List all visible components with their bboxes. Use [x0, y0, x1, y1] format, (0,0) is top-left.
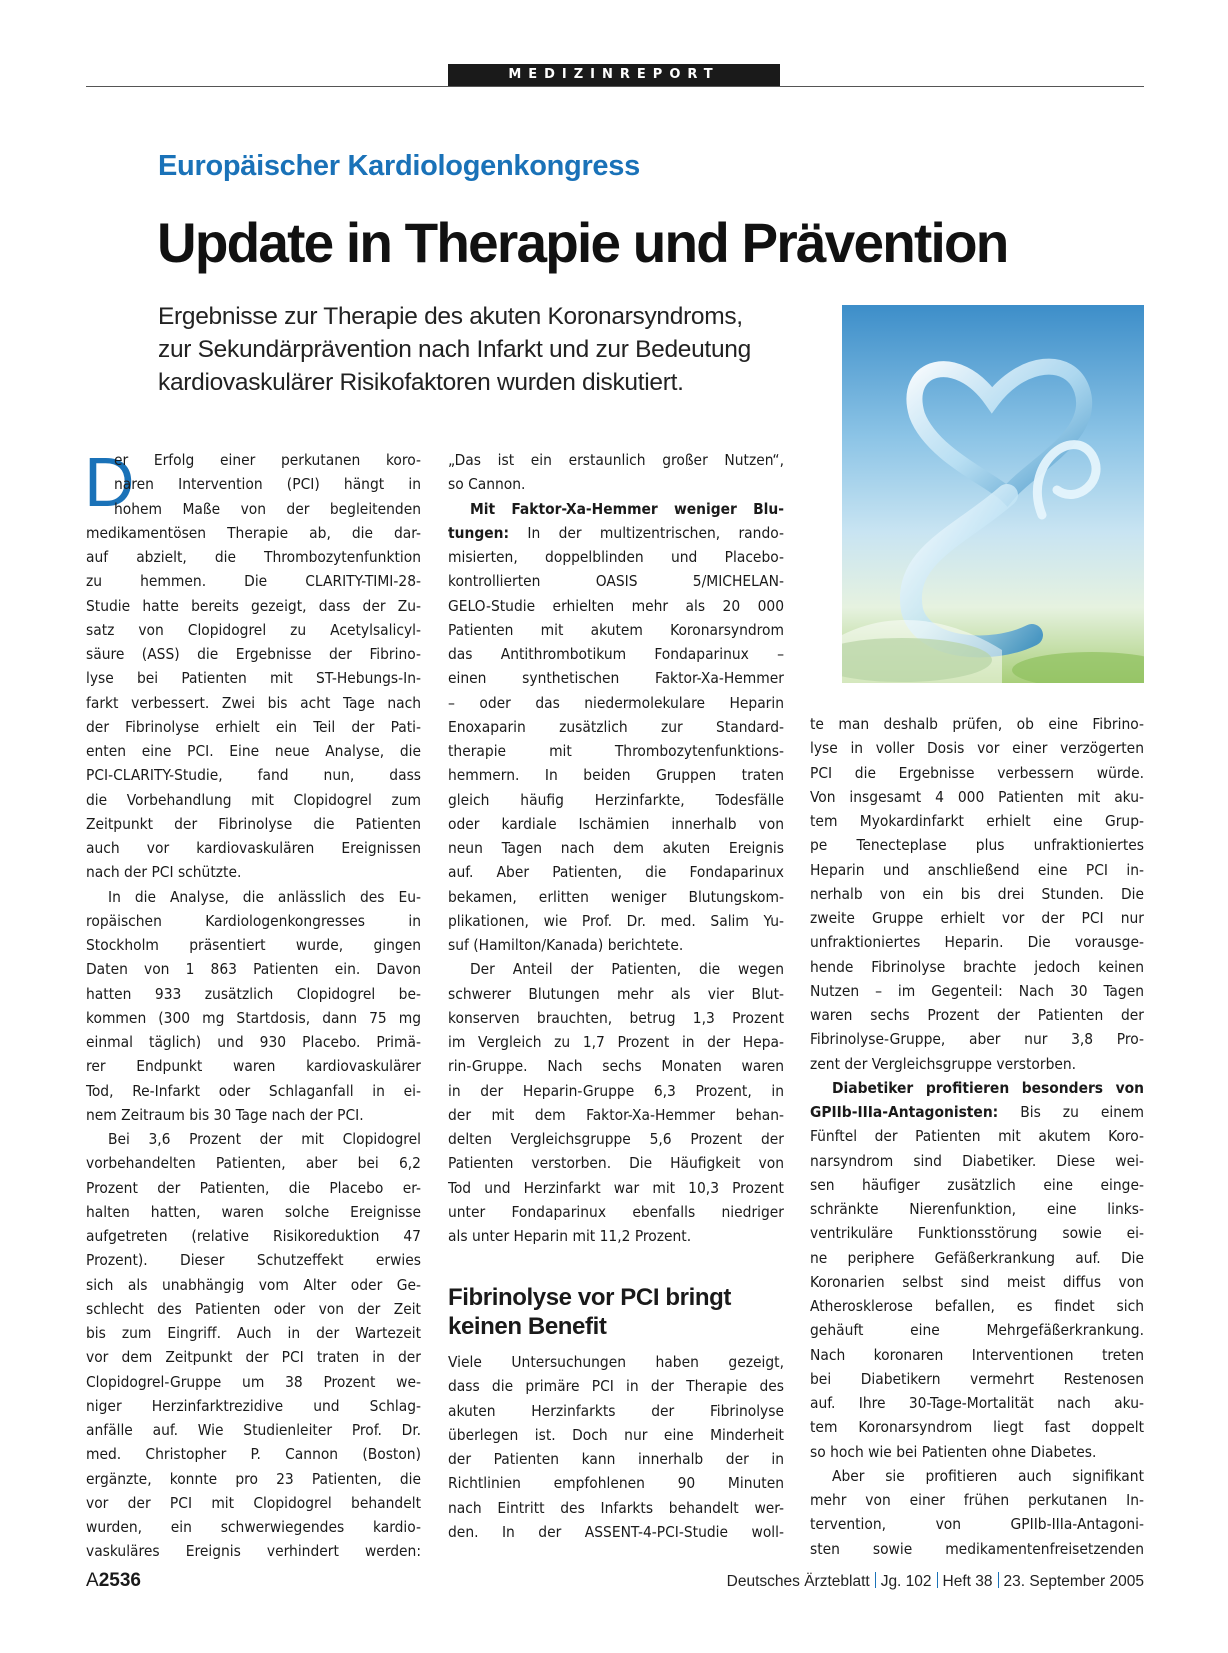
- text-line: Aber sie profitieren auch signifikant: [832, 1466, 1144, 1485]
- text-line: ergänzte, konnte pro 23 Patienten, die: [86, 1469, 421, 1488]
- text-line: sich als unabhängig vom Alter oder Ge-: [86, 1275, 421, 1294]
- text-line: PCI-CLARITY-Studie, fand nun, dass: [86, 766, 421, 785]
- text-line: nach Eintritt des Infarkts behandelt wer-: [448, 1498, 784, 1517]
- text-line: – oder das niedermolekulare Heparin: [448, 693, 784, 712]
- text-line: akuten Herzinfarkts der Fibrinolyse: [448, 1401, 784, 1420]
- text-line: Clopidogrel-Gruppe um 38 Prozent we-: [86, 1372, 421, 1391]
- run-in-heading: GPIIb-IIIa-Antagonisten:: [810, 1103, 999, 1121]
- text-line: nem Zeitraum bis 30 Tage nach der PCI.: [86, 1105, 364, 1124]
- text-line: PCI die Ergebnisse verbessern würde.: [810, 763, 1144, 782]
- text-line: unter Fondaparinux ebenfalls niedriger: [448, 1202, 784, 1221]
- text-line: Daten von 1 863 Patienten ein. Davon: [86, 960, 421, 979]
- text-line: Studie hatte bereits gezeigt, dass der Zu-: [86, 596, 421, 615]
- text-line: naren Intervention (PCI) hängt in: [114, 475, 421, 494]
- text-line: GELO-Studie erhielten mehr als 20 000: [448, 596, 784, 615]
- text-line: der Patienten kann innerhalb der in: [448, 1450, 784, 1468]
- text-line: bei Diabetikern vermehrt Restenosen: [810, 1369, 1144, 1388]
- text-line: schränkte Nierenfunktion, eine links-: [810, 1200, 1144, 1218]
- text-line: anfälle auf. Wie Studienleiter Prof. Dr.: [86, 1421, 421, 1439]
- text-line: Fibrinolyse-Gruppe, aber nur 3,8 Pro-: [810, 1030, 1144, 1049]
- text-line: tervention, von GPIIb-IIIa-Antagoni-: [810, 1515, 1144, 1534]
- article-deck: [158, 300, 798, 399]
- text-line: te man deshalb prüfen, ob eine Fibrino-: [810, 715, 1144, 733]
- page-number: [86, 1570, 141, 1592]
- run-in-text: Bis zu einem: [998, 1103, 1144, 1121]
- text-line: pe Tenecteplase plus unfraktioniertes: [810, 836, 1144, 855]
- text-line: neun Tagen nach dem akuten Ereignis: [448, 839, 784, 857]
- text-line: narsyndrom sind Diabetiker. Diese wei-: [810, 1151, 1144, 1170]
- text-line: vor dem Zeitpunkt der PCI traten in der: [86, 1348, 421, 1367]
- run-in-heading: tungen:: [448, 523, 510, 542]
- text-line: vor der PCI mit Clopidogrel behandelt: [86, 1493, 421, 1512]
- text-line: auf. Aber Patienten, die Fondaparinux: [448, 863, 784, 882]
- text-line: kontrollierten OASIS 5/MICHELAN-: [448, 572, 784, 591]
- text-line: farkt verbessert. Zwei bis acht Tage nach: [86, 693, 421, 712]
- text-line: aufgetreten (relative Risikoreduktion 47: [86, 1227, 421, 1245]
- heart-swirl-illustration: [842, 305, 1144, 683]
- journal-date: 23. September 2005: [1003, 1573, 1144, 1590]
- text-line: niger Herzinfarktrezidive und Schlag-: [86, 1396, 421, 1415]
- article-column-2: [448, 448, 784, 1248]
- text-line: schlecht des Patienten oder von der Zeit: [86, 1299, 421, 1318]
- text-line: med. Christopher P. Cannon (Boston): [86, 1445, 421, 1464]
- text-line: das Antithrombotikum Fondaparinux –: [448, 645, 784, 663]
- text-line: Patienten verstorben. Die Häufigkeit von: [448, 1154, 784, 1173]
- text-line: Prozent). Dieser Schutzeffekt erwies: [86, 1251, 421, 1270]
- text-line: Patienten mit akutem Koronarsyndrom: [448, 620, 784, 639]
- drop-cap: D: [84, 443, 135, 521]
- text-line: so hoch wie bei Patienten ohne Diabetes.: [810, 1442, 1097, 1461]
- text-line: Prozent der Patienten, die Placebo er-: [86, 1178, 421, 1197]
- text-line: waren sechs Prozent der Patienten der: [810, 1006, 1144, 1024]
- text-line: rin-Gruppe. Nach sechs Monaten waren: [448, 1057, 784, 1076]
- text-line: Tod und Herzinfarkt war mit 10,3 Prozent: [448, 1178, 784, 1197]
- text-line: Enoxaparin zusätzlich zur Standard-: [448, 717, 784, 736]
- article-subhead: [448, 1283, 784, 1341]
- text-line: kommen (300 mg Startdosis, dann 75 mg: [86, 1008, 421, 1027]
- text-line: ropäischen Kardiologenkongresses in: [86, 911, 421, 930]
- text-line: Zeitpunkt der Fibrinolyse die Patienten: [86, 814, 421, 833]
- text-line: lyse bei Patienten mit ST-Hebungs-In-: [86, 669, 421, 688]
- text-line: nerhalb von ein bis drei Stunden. Die: [810, 884, 1144, 903]
- article-column-1: [84, 443, 421, 1564]
- text-line: so Cannon.: [448, 475, 526, 494]
- text-line: hemmern. In beiden Gruppen traten: [448, 766, 784, 785]
- text-line: gleich häufig Herzinfarkte, Todesfälle: [448, 790, 784, 809]
- run-in-heading-line: [810, 1076, 1144, 1100]
- text-line: Nutzen – im Gegenteil: Nach 30 Tagen: [810, 981, 1144, 1000]
- text-line: Fünftel der Patienten mit akutem Koro-: [810, 1127, 1144, 1146]
- run-in-heading: Diabetiker profitieren besonders von: [832, 1078, 1144, 1097]
- deck-line: kardiovaskulärer Risikofaktoren wurden diskutiert.: [158, 369, 684, 396]
- text-line: schwerer Blutungen mehr als vier Blut-: [448, 984, 784, 1003]
- header-rule: [86, 86, 1144, 87]
- section-banner: MEDIZINREPORT: [448, 64, 780, 86]
- run-in-heading: Mit Faktor-Xa-Hemmer weniger Blu-: [470, 499, 784, 518]
- text-line: überlegen ist. Doch nur eine Minderheit: [448, 1425, 784, 1444]
- text-line: nach der PCI schützte.: [86, 863, 242, 882]
- run-in-heading-line: [448, 521, 784, 545]
- text-line: hatten 933 zusätzlich Clopidogrel be-: [86, 984, 421, 1003]
- run-in-heading-line: [448, 497, 784, 521]
- text-line: hende Fibrinolyse brachte jedoch keinen: [810, 957, 1144, 976]
- text-line: Viele Untersuchungen haben gezeigt,: [448, 1353, 784, 1371]
- text-line: ventrikuläre Funktionsstörung sowie ei-: [810, 1224, 1144, 1243]
- text-line: enten eine PCI. Eine neue Analyse, die: [86, 742, 421, 760]
- text-line: konserven brauchten, betrug 1,3 Prozent: [448, 1008, 784, 1027]
- text-line: Nach koronaren Interventionen treten: [810, 1345, 1144, 1364]
- text-line: der mit dem Faktor-Xa-Hemmer behan-: [448, 1105, 784, 1124]
- text-line: bekamen, erlitten weniger Blutungskom-: [448, 887, 784, 906]
- text-line: säure (ASS) die Ergebnisse der Fibrino-: [86, 645, 421, 663]
- text-line: als unter Heparin mit 11,2 Prozent.: [448, 1227, 692, 1245]
- text-line: lyse in voller Dosis vor einer verzögerten: [810, 739, 1144, 758]
- text-line: den. In der ASSENT-4-PCI-Studie woll-: [448, 1522, 784, 1541]
- deck-line: Ergebnisse zur Therapie des akuten Koronarsyndroms,: [158, 303, 743, 330]
- text-line: Tod, Re-Infarkt oder Schlaganfall in ei-: [86, 1081, 421, 1100]
- text-line: delten Vergleichsgruppe 5,6 Prozent der: [448, 1130, 784, 1148]
- text-line: Richtlinien empfohlenen 90 Minuten: [448, 1474, 784, 1493]
- subhead-line: keinen Benefit: [448, 1313, 607, 1340]
- journal-volume: Jg. 102: [880, 1573, 932, 1590]
- text-line: Von insgesamt 4 000 Patienten mit aku-: [810, 787, 1144, 806]
- text-line: zent der Vergleichsgruppe verstorben.: [810, 1054, 1077, 1073]
- text-line: halten hatten, waren solche Ereignisse: [86, 1202, 421, 1221]
- text-line: zweite Gruppe erhielt vor der PCI nur: [810, 909, 1144, 927]
- text-line: Der Anteil der Patienten, die wegen: [470, 960, 784, 979]
- subhead-line: Fibrinolyse vor PCI bringt: [448, 1284, 731, 1311]
- article-headline: Update in Therapie und Prävention: [157, 211, 1008, 274]
- text-line: therapie mit Thrombozytenfunktions-: [448, 742, 784, 760]
- footer-journal-info: [727, 1572, 1144, 1591]
- text-line: In die Analyse, die anlässlich des Eu-: [108, 887, 421, 906]
- text-line: einmal täglich) und 930 Placebo. Primä-: [86, 1033, 421, 1051]
- text-line: rer Endpunkt waren kardiovaskulärer: [86, 1057, 421, 1076]
- text-line: hohem Maße von der begleitenden: [114, 499, 421, 518]
- text-line: die Vorbehandlung mit Clopidogrel zum: [86, 790, 421, 809]
- journal-name: Deutsches Ärzteblatt: [726, 1573, 870, 1590]
- text-line: zu hemmen. Die CLARITY-TIMI-28-: [86, 572, 421, 591]
- text-line: medikamentösen Therapie ab, die dar-: [86, 523, 421, 542]
- text-line: auf. Ihre 30-Tage-Mortalität nach aku-: [810, 1394, 1144, 1412]
- text-line: Stockholm präsentiert wurde, gingen: [86, 936, 421, 954]
- text-line: ne periphere Gefäßerkrankung auf. Die: [810, 1248, 1144, 1267]
- text-line: Bei 3,6 Prozent der mit Clopidogrel: [108, 1130, 421, 1148]
- text-line: in der Heparin-Gruppe 6,3 Prozent, in: [448, 1081, 784, 1100]
- text-line: tem Myokardinfarkt erhielt eine Grup-: [810, 812, 1144, 830]
- deck-line: zur Sekundärprävention nach Infarkt und zur Bedeutung: [158, 336, 751, 363]
- text-line: auch vor kardiovaskulären Ereignissen: [86, 839, 421, 857]
- text-line: im Vergleich zu 1,7 Prozent in der Hepa-: [448, 1033, 784, 1051]
- text-line: Koronarien selbst sind meist diffus von: [810, 1272, 1144, 1291]
- article-column-2-continued: [448, 1350, 784, 1544]
- text-line: gehäuft eine Mehrgefäßerkrankung.: [810, 1321, 1144, 1340]
- text-line: vorbehandelten Patienten, aber bei 6,2: [86, 1154, 421, 1173]
- text-line: sen häufiger zusätzlich eine einge-: [810, 1175, 1144, 1194]
- text-line: der Fibrinolyse erhielt ein Teil der Pati-: [86, 717, 421, 736]
- text-line: Atherosklerose befallen, es findet sich: [810, 1297, 1144, 1315]
- text-line: plikationen, wie Prof. Dr. med. Salim Yu-: [448, 911, 784, 930]
- text-line: Heparin und anschließend eine PCI in-: [810, 860, 1144, 879]
- page-prefix: A: [86, 1570, 99, 1591]
- text-line: satz von Clopidogrel zu Acetylsalicyl-: [86, 620, 421, 639]
- run-in-text: In der multizentrischen, rando-: [509, 523, 784, 542]
- text-line: bis zum Eingriff. Auch in der Wartezeit: [86, 1324, 421, 1342]
- article-column-3: [810, 712, 1144, 1561]
- text-line: sten sowie medikamentenfreisetzenden: [810, 1539, 1144, 1558]
- text-line: auf abzielt, die Thrombozytenfunktion: [86, 548, 421, 566]
- text-line: tem Koronarsyndrom liegt fast doppelt: [810, 1418, 1144, 1437]
- text-line: suf (Hamilton/Kanada) berichtete.: [448, 936, 684, 954]
- text-line: mehr von einer frühen perkutanen In-: [810, 1491, 1144, 1509]
- text-line: unfraktioniertes Heparin. Die vorausge-: [810, 933, 1144, 952]
- text-line: misierten, doppelblinden und Placebo-: [448, 548, 784, 566]
- page-number-value: 2536: [98, 1570, 141, 1591]
- text-line: wurden, ein schwerwiegendes kardio-: [86, 1518, 421, 1536]
- journal-issue: Heft 38: [942, 1573, 993, 1590]
- text-line: einen synthetischen Faktor-Xa-Hemmer: [448, 669, 784, 688]
- text-line: vaskuläres Ereignis verhindert werden:: [86, 1542, 421, 1561]
- run-in-heading-line: [810, 1100, 1144, 1124]
- text-line: „Das ist ein erstaunlich großer Nutzen“,: [448, 451, 784, 469]
- text-line: dass die primäre PCI in der Therapie des: [448, 1377, 784, 1396]
- text-line: oder kardiale Ischämien innerhalb von: [448, 814, 784, 833]
- article-kicker: Europäischer Kardiologenkongress: [158, 150, 640, 182]
- text-line: er Erfolg einer perkutanen koro-: [114, 451, 421, 469]
